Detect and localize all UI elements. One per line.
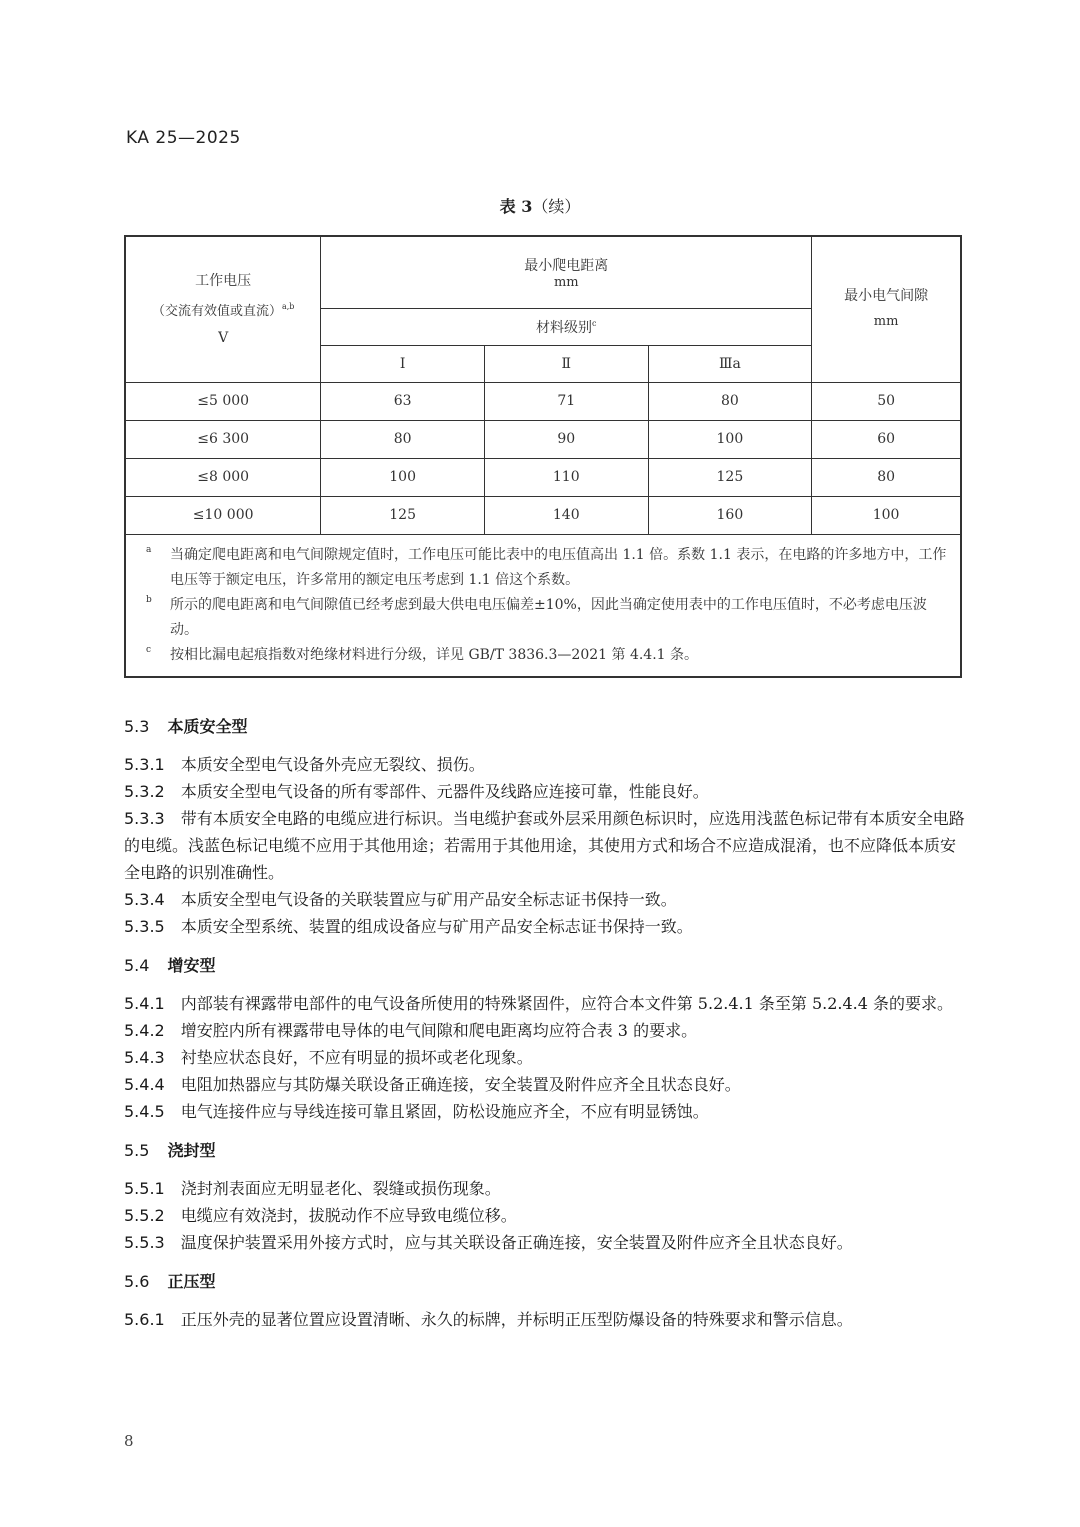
clause: 5.5.2 电缆应有效浇封，拔脱动作不应导致电缆位移。 [124,1206,517,1225]
header-level-3a: Ⅲa [648,345,812,382]
body-text [124,713,966,1333]
footnote-c: c 按相比漏电起痕指数对绝缘材料进行分级，详见 GB/T 3836.3—2021 第 4.4.1 条。 [146,644,699,663]
table-title-continued: （续） [532,197,581,216]
footnote-a: a 当确定爬电距离和电气间隙规定值时，工作电压可能比表中的电压值高出 1.1 倍。系数 1.1 表示，在电路的许多地方中，工作电压等于额定电压，许多常用的额定电压考虑到 1.1 倍这个系数。 [146,544,947,588]
clause: 5.5.3 温度保护装置采用外接方式时，应与其关联设备正确连接，安全装置及附件应齐全且状态良好。 [124,1233,853,1252]
spec-table [124,235,962,678]
clause: 5.4.1 内部装有裸露带电部件的电气设备所使用的特殊紧固件，应符合本文件第 5.2.4.1 条至第 5.2.4.4 条的要求。 [124,994,954,1013]
table-title [0,194,1080,217]
clause: 5.4.3 衬垫应状态良好，不应有明显的损坏或老化现象。 [124,1048,533,1067]
page-number: 8 [124,1432,134,1450]
table-row: ≤8 000 100 110 125 80 [125,458,961,496]
table-row: ≤6 300 80 90 100 60 [125,420,961,458]
footnote-b: b 所示的爬电距离和电气间隙值已经考虑到最大供电电压偏差±10%，因此当确定使用表中的工作电压值时，不必考虑电压波动。 [146,594,927,638]
header-working-voltage: 工作电压 （交流有效值或直流）$^{a,b}$ V [125,236,321,382]
table-row: ≤5 000 63 71 80 50 [125,382,961,420]
clause: 5.3.4 本质安全型电气设备的关联装置应与矿用产品安全标志证书保持一致。 [124,890,677,909]
header-material-class: 材料级别$^c$ [321,308,812,345]
section-heading: 5.6 正压型 [124,1272,216,1291]
clause: 5.6.1 正压外壳的显著位置应设置清晰、永久的标牌，并标明正压型防爆设备的特殊要求和警示信息。 [124,1310,853,1329]
clause: 5.5.1 浇封剂表面应无明显老化、裂缝或损伤现象。 [124,1179,501,1198]
document-code: KA 25—2025 [126,128,241,148]
section-heading: 5.5 浇封型 [124,1141,216,1160]
clause: 5.3.3 带有本质安全电路的电缆应进行标识。当电缆护套或外层采用颜色标识时，应选用浅蓝色标记带有本质安全电路的电缆。浅蓝色标记电缆不应用于其他用途；若需用于其他用途，其使用方式和场合不应造成混淆，也不应降低本质安全电路的识别准确性。 [124,809,965,882]
header-level-1: Ⅰ [321,345,485,382]
table-title-text: 表 3 [499,197,533,216]
table-footnotes [125,534,961,677]
clause: 5.3.1 本质安全型电气设备外壳应无裂纹、损伤。 [124,755,485,774]
clause: 5.3.5 本质安全型系统、装置的组成设备应与矿用产品安全标志证书保持一致。 [124,917,693,936]
table-row: ≤10 000 125 140 160 100 [125,496,961,534]
section-heading: 5.3 本质安全型 [124,717,248,736]
header-min-clearance: 最小电气间隙 mm [812,236,961,382]
header-level-2: Ⅱ [484,345,648,382]
section-heading: 5.4 增安型 [124,956,216,975]
clause: 5.4.4 电阻加热器应与其防爆关联设备正确连接，安全装置及附件应齐全且状态良好。 [124,1075,741,1094]
clause: 5.4.5 电气连接件应与导线连接可靠且紧固，防松设施应齐全，不应有明显锈蚀。 [124,1102,709,1121]
clause: 5.4.2 增安腔内所有裸露带电导体的电气间隙和爬电距离均应符合表 3 的要求。 [124,1021,698,1040]
header-min-creepage: 最小爬电距离 mm [321,236,812,308]
clause: 5.3.2 本质安全型电气设备的所有零部件、元器件及线路应连接可靠，性能良好。 [124,782,709,801]
